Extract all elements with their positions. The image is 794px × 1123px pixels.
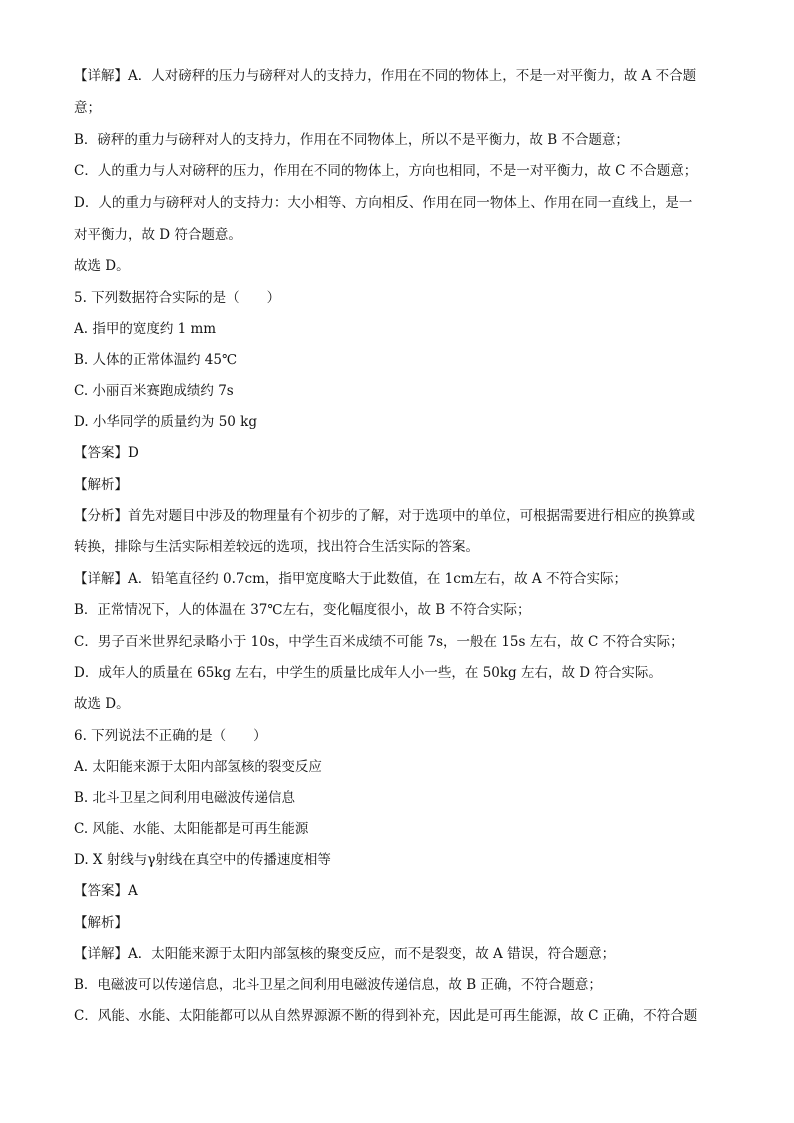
paragraph-line: D．成年人的质量在 65kg 左右，中学生的质量比成年人小一些，在 50kg 左右，故 D 符合实际。 (74, 665, 662, 681)
paragraph-line: 【详解】A．太阳能来源于太阳内部氢核的聚变反应，而不是裂变，故 A 错误，符合题意； (74, 946, 616, 962)
question-6-option-a: A. 太阳能来源于太阳内部氢核的裂变反应 (74, 759, 322, 775)
answer-label: 【答案】D (74, 445, 139, 461)
answer-label: 【答案】A (74, 883, 138, 899)
paragraph-line: 【详解】A．人对磅秤的压力与磅秤对人的支持力，作用在不同的物体上，不是一对平衡力，故 A 不合题 (74, 68, 697, 84)
paragraph-line: 故选 D。 (74, 258, 130, 274)
analysis-label: 【解析】 (74, 915, 128, 931)
question-5-option-b: B. 人体的正常体温约 45℃ (74, 352, 238, 368)
paragraph-line: 对平衡力，故 D 符合题意。 (74, 227, 242, 243)
paragraph-line: D．人的重力与磅秤对人的支持力：大小相等、方向相反、作用在同一物体上、作用在同一直线上，是一 (74, 195, 693, 211)
paragraph-line: B．磅秤的重力与磅秤对人的支持力，作用在不同物体上，所以不是平衡力，故 B 不合题意； (74, 132, 629, 148)
question-6-option-d: D. X 射线与γ射线在真空中的传播速度相等 (74, 852, 331, 868)
question-6-stem: 6. 下列说法不正确的是（ ） (74, 728, 267, 744)
analysis-label: 【解析】 (74, 477, 128, 493)
question-5-option-d: D. 小华同学的质量约为 50 kg (74, 414, 258, 430)
paragraph-line: 【分析】首先对题目中涉及的物理量有个初步的了解，对于选项中的单位，可根据需要进行相应的换算或 (74, 508, 695, 524)
question-5-option-a: A. 指甲的宽度约 1 mm (74, 321, 217, 337)
question-6-option-b: B. 北斗卫星之间利用电磁波传递信息 (74, 790, 296, 806)
question-5-stem: 5. 下列数据符合实际的是（ ） (74, 290, 281, 306)
paragraph-line: C．人的重力与人对磅秤的压力，作用在不同的物体上，方向也相同，不是一对平衡力，故 C 不合题意； (74, 163, 698, 179)
paragraph-line: B．正常情况下，人的体温在 37℃左右，变化幅度很小，故 B 不符合实际； (74, 602, 531, 618)
paragraph-line: 意； (74, 100, 101, 116)
question-6-option-c: C. 风能、水能、太阳能都是可再生能源 (74, 821, 309, 837)
paragraph-line: 故选 D。 (74, 696, 130, 712)
paragraph-line: 转换，排除与生活实际相差较远的选项，找出符合生活实际的答案。 (74, 539, 479, 555)
question-5-option-c: C. 小丽百米赛跑成绩约 7s (74, 383, 234, 399)
paragraph-line: 【详解】A．铅笔直径约 0.7cm，指甲宽度略大于此数值，在 1cm左右，故 A 不符合实际； (74, 571, 627, 587)
paragraph-line: C．风能、水能、太阳能都可以从自然界源源不断的得到补充，因此是可再生能源，故 C 正确，不符合题 (74, 1008, 698, 1024)
paragraph-line: C．男子百米世界纪录略小于 10s，中学生百米成绩不可能 7s，一般在 15s 左右，故 C 不符合实际； (74, 634, 684, 650)
paragraph-line: B．电磁波可以传递信息，北斗卫星之间利用电磁波传递信息，故 B 正确，不符合题意； (74, 977, 602, 993)
